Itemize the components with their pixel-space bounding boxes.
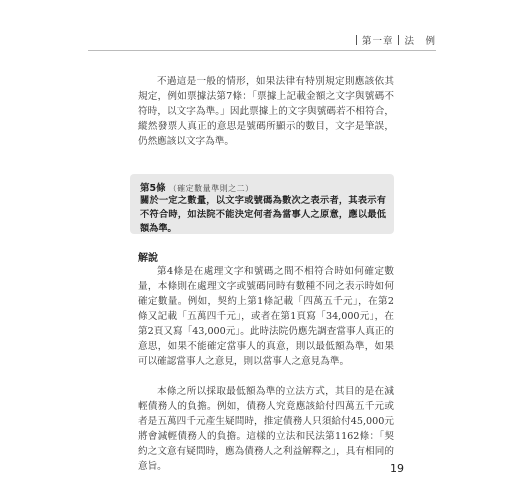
page-number: 19 — [390, 462, 404, 475]
header-section: 法 例 — [404, 36, 436, 47]
statute-article-box — [130, 174, 394, 234]
article-text: 關於一定之數量，以文字或號碼為數次之表示者，其表示有不符合時，如法院不能決定何者為當事人之原意，應以最低額為準。 — [140, 195, 386, 234]
explanation-heading: 解說 — [138, 253, 158, 264]
explanation-paragraph: 第4條是在處理文字和號碼之間不相符合時如何確定數量，本條則在處理文字或號碼同時有數種不同之表示時如何確定數量。例如，契約上第1條記載「四萬五千元」，在第2條又記載「五萬四千元」，或者在第1頁寫「34,000元」，在第2頁又寫「43,000元」。此時法院仍應先調查當事人真正的意思，如果不能確定當事人的真意，則以最低額為準，如果可以確認當事人之意見，則以當事人之意見為準。 — [138, 266, 394, 367]
intro-paragraph: 不過這是一般的情形，如果法律有特別規定則應該依其規定，例如票據法第7條：「票據上記載金額之文字與號碼不符時，以文字為準。」因此票據上的文字與號碼若不相符合，縱然發票人真正的意思是號碼所顯示的數目，文字是筆誤，仍然應該以文字為準。 — [138, 76, 394, 147]
article-heading — [140, 180, 254, 194]
header-divider — [356, 35, 357, 45]
header-divider — [398, 35, 399, 45]
running-header — [351, 33, 436, 47]
header-rule — [88, 50, 436, 51]
article-number: 第5條 — [140, 183, 166, 194]
explanation-paragraph: 本條之所以採取最低額為準的立法方式，其目的是在減輕債務人的負擔。例如，債務人究竟應該給付四萬五千元或者是五萬四千元產生疑問時，推定債務人只須給付45,000元將會減輕債務人的負擔。這樣的立法和民法第1162條：「契約之文意有疑問時，應為債務人之利益解釋之」，具有相同的意旨。 — [138, 386, 394, 472]
header-chapter: 第一章 — [361, 36, 394, 47]
article-title: （確定數量準則之二） — [168, 184, 254, 193]
